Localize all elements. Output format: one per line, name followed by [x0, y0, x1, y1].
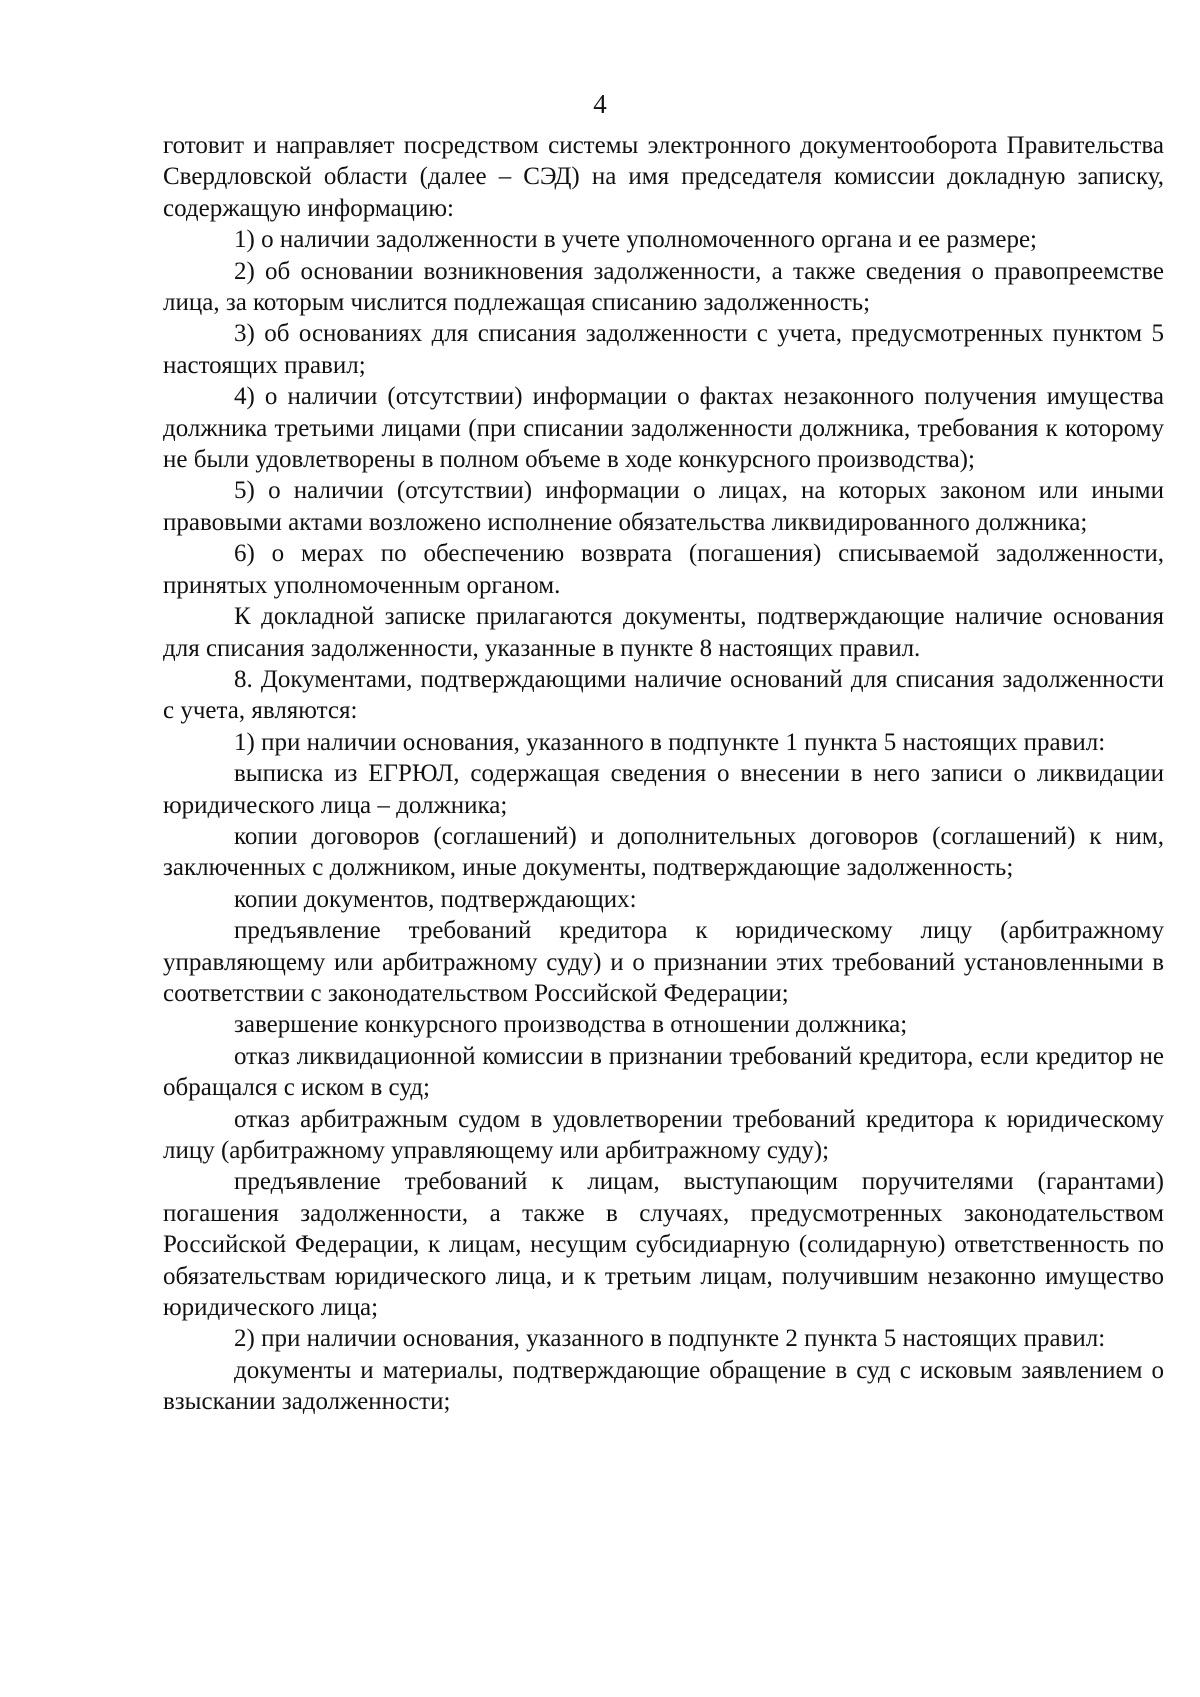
paragraph: отказ арбитражным судом в удовлетворении требований кредитора к юридическому лицу (арбитражному управляющему или арбитражному суду); [163, 1105, 1164, 1164]
section-8-heading: 8. Документами, подтверждающими наличие оснований для списания задолженности с учета, являются: [163, 665, 1164, 725]
paragraph-intro: готовит и направляет посредством системы электронного документооборота Правительства Свердловской области (далее – СЭД) на имя председателя комиссии докладную записку, содержащую информацию: [163, 132, 1164, 222]
paragraph: завершение конкурсного производства в отношении должника; [234, 1011, 908, 1039]
list-item: 1) при наличии основания, указанного в подпункте 1 пункта 5 настоящих правил: [234, 728, 1106, 756]
paragraph: документы и материалы, подтверждающие обращение в суд с исковым заявлением о взыскании задолженности; [163, 1356, 1164, 1416]
list-item: 4) о наличии (отсутствии) информации о фактах незаконного получения имущества должника третьими лицами (при списании задолженности должника, требования к которому не были удовлетворены в полном объеме в ходе конкурсного производства); [163, 383, 1164, 474]
list-item: 6) о мерах по обеспечению возврата (погашения) списываемой задолженности, принятых уполномоченным органом. [163, 540, 1164, 599]
paragraph: копии договоров (соглашений) и дополнительных договоров (соглашений) к ним, заключенных с должником, иные документы, подтверждающие задолженность; [163, 822, 1164, 882]
list-item: 2) при наличии основания, указанного в подпункте 2 пункта 5 настоящих правил: [234, 1325, 1106, 1353]
list-item: 2) об основании возникновения задолженности, а также сведения о правопреемстве лица, за которым числится подлежащая списанию задолженность; [163, 257, 1164, 317]
paragraph: копии документов, подтверждающих: [234, 885, 637, 913]
paragraph: предъявление требований к лицам, выступающим поручителями (гарантами) погашения задолженности, а также в случаях, предусмотренных законодательством Российской Федерации, к лицам, несущим субсидиарную (солидарную) ответственность по обязательствам юридического лица, и к третьим лицам, получившим незаконно имущество юридического лица; [163, 1168, 1164, 1322]
list-item: 3) об основаниях для списания задолженности с учета, предусмотренных пунктом 5 настоящих правил; [163, 320, 1164, 379]
page-number: 4 [593, 89, 607, 119]
list-item: 5) о наличии (отсутствии) информации о лицах, на которых законом или иными правовыми актами возложено исполнение обязательства ликвидированного должника; [163, 477, 1164, 536]
paragraph: предъявление требований кредитора к юридическому лицу (арбитражному управляющему или арбитражному суду) и о признании этих требований установленными в соответствии с законодательством Российской Федерации; [163, 917, 1164, 1007]
paragraph: выписка из ЕГРЮЛ, содержащая сведения о внесении в него записи о ликвидации юридического лица – должника; [163, 760, 1164, 819]
document-body [163, 130, 1164, 1418]
paragraph: К докладной записке прилагаются документы, подтверждающие наличие основания для списания задолженности, указанные в пункте 8 настоящих правил. [163, 603, 1164, 662]
paragraph: отказ ликвидационной комиссии в признании требований кредитора, если кредитор не обращался с иском в суд; [163, 1042, 1164, 1102]
list-item: 1) о наличии задолженности в учете уполномоченного органа и ее размере; [234, 226, 1037, 254]
